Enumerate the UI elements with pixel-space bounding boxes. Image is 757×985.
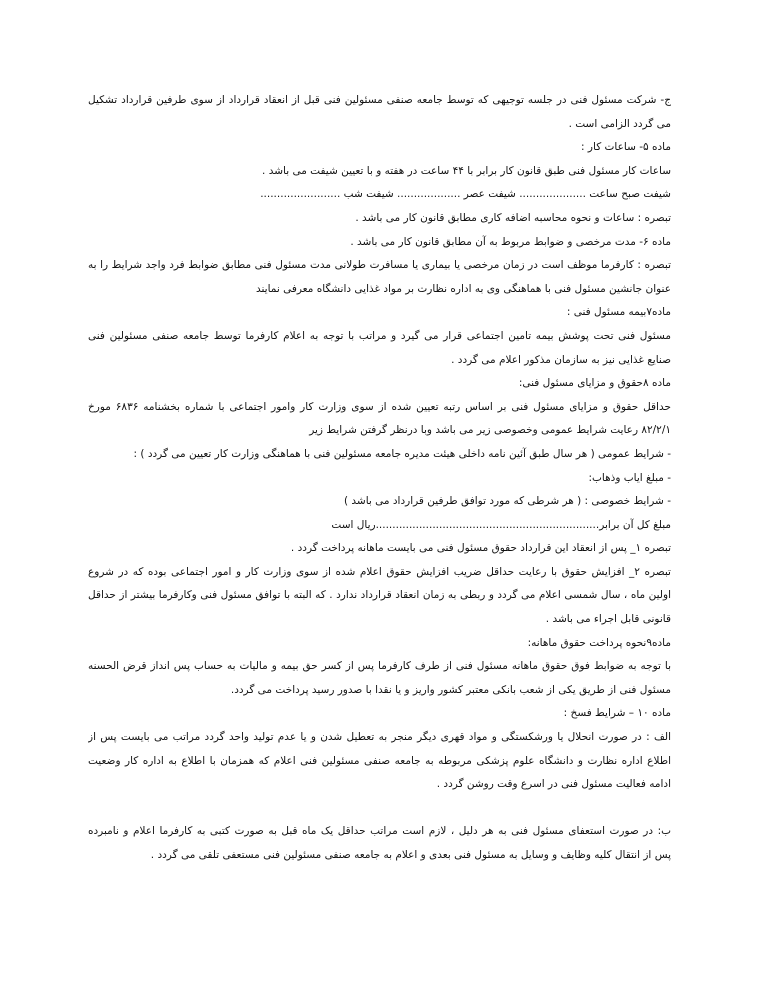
overtime-note: تبصره : ساعات و نحوه محاسبه اضافه کاری مطابق قانون کار می باشد .	[355, 211, 671, 224]
commute-amount: - مبلغ ایاب وذهاب:	[588, 471, 671, 484]
leave-note-line-2: عنوان جانشین مسئول فنی با هماهنگی وی به اداره نظارت بر مواد غذایی دانشگاه معرفی نمایند	[255, 282, 671, 295]
article-6-heading: ماده ۶- مدت مرخصی و ضوابط مربوط به آن مطابق قانون کار می باشد .	[350, 235, 671, 248]
document-body	[88, 89, 671, 868]
article-5-heading: ماده ۵- ساعات کار :	[581, 141, 671, 154]
salary-line-2: ۸۲/۲/۱ رعایت شرایط عمومی وخصوصی زیر می باشد وبا درنظر گرفتن شرایط زیر	[309, 424, 671, 437]
clause-b-line-1: ب: در صورت استعفای مسئول فنی به هر دلیل ، لازم است مراتب حداقل یک ماه قبل به صورت کتبی به کارفرما اعلام و نامبرده	[88, 825, 671, 838]
article-10-heading: ماده ۱۰ – شرایط فسخ :	[563, 707, 671, 720]
shift-hours-line: شیفت صبح ساعت .................... شیفت عصر ................... شیفت شب ........................	[260, 188, 671, 201]
total-amount-line: مبلغ کل آن برابر...................................................................ریال است	[331, 518, 671, 531]
salary-line-1: حداقل حقوق و مزایای مسئول فنی بر اساس رتبه تعیین شده از سوی وزارت کار وامور اجتماعی با شماره بخشنامه ۶۸۳۶ مورخ	[88, 400, 671, 413]
article-7-heading: ماده۷بیمه مسئول فنی :	[566, 306, 671, 319]
clause-b-line-2: پس از انتقال کلیه وظایف و وسایل به مسئول فنی بعدی و اعلام به جامعه صنفی مسئولین فنی مستعفی تلقی می گردد .	[150, 849, 671, 861]
note-2-line-3: قانونی قابل اجراء می باشد .	[545, 613, 671, 626]
insurance-line-1: مسئول فنی تحت پوشش بیمه تامین اجتماعی قرار می گیرد و مراتب با توجه به اعلام کارفرما توسط جامعه صنفی مسئولین فنی	[88, 329, 671, 342]
note-1: تبصره ۱_ پس از انعقاد این قرارداد حقوق مسئول فنی می بایست ماهانه پرداخت گردد .	[290, 542, 671, 555]
clause-c-line-1: ج- شرکت مسئول فنی در جلسه توجیهی که توسط جامعه صنفی مسئولین فنی قبل از انعقاد قرارداد از سوی طرفین قرارداد تشکیل	[88, 94, 671, 106]
insurance-line-2: صنایع غذایی نیز به سازمان مذکور اعلام می گردد .	[451, 353, 671, 366]
leave-note-line-1: تبصره : کارفرما موظف است در زمان مرخصی یا بیماری یا مسافرت طولانی مدت مسئول فنی مطابق ضوابط فرد واجد شرایط را به	[88, 259, 671, 272]
clause-a-line-3: ادامه فعالیت مسئول فنی در اسرع وقت روشن گردد .	[436, 778, 671, 791]
payment-line-2: مسئول فنی از طریق یکی از شعب بانکی معتبر کشور واریز و یا نقدا با صدور رسید پرداخت می گردد.	[230, 683, 671, 696]
article-9-heading: ماده۹نحوه پرداخت حقوق ماهانه:	[527, 636, 671, 649]
article-5-text: ساعات کار مسئول فنی طبق قانون کار برابر با ۴۴ ساعت در هفته و با تعیین شیفت می باشد .	[262, 164, 671, 177]
clause-c-line-2: می گردد الزامی است .	[568, 117, 671, 130]
note-2-line-2: اولین ماه ، سال شمسی اعلام می گردد و ربطی به زمان انعقاد قرارداد ندارد . که البته با توافق مسئول فنی وکارفرما بیشتر از حداقل	[88, 589, 671, 602]
clause-a-line-1: الف : در صورت انحلال یا ورشکستگی و مواد قهری دیگر منجر به تعطیل شدن و یا عدم تولید واحد گردد مراتب می بایست پس از	[88, 731, 671, 744]
clause-a-line-2: اطلاع اداره نظارت و دانشگاه علوم پزشکی مربوطه به جامعه صنفی مسئولین فنی اعلام که همزمان با اطلاع به اداره کار وضعیت	[88, 754, 671, 767]
article-8-heading: ماده ۸حقوق و مزایای مسئول فنی:	[518, 377, 671, 390]
special-conditions: - شرایط خصوصی : ( هر شرطی که مورد توافق طرفین قرارداد می باشد )	[343, 495, 671, 508]
note-2-line-1: تبصره ۲_ افزایش حقوق با رعایت حداقل ضریب افزایش حقوق اعلام شده از سوی وزارت کار و امور اجتماعی بوده که در شروع	[88, 565, 671, 578]
general-conditions: - شرایط عمومی ( هر سال طبق آئین نامه داخلی هیئت مدیره جامعه مسئولین فنی با هماهنگی وزارت کار تعیین می گردد ) :	[133, 447, 671, 460]
payment-line-1: با توجه به ضوابط فوق حقوق ماهانه مسئول فنی از طرف کارفرما پس از کسر حق بیمه و مالیات به حساب پس انداز قرض الحسنه	[88, 660, 671, 673]
